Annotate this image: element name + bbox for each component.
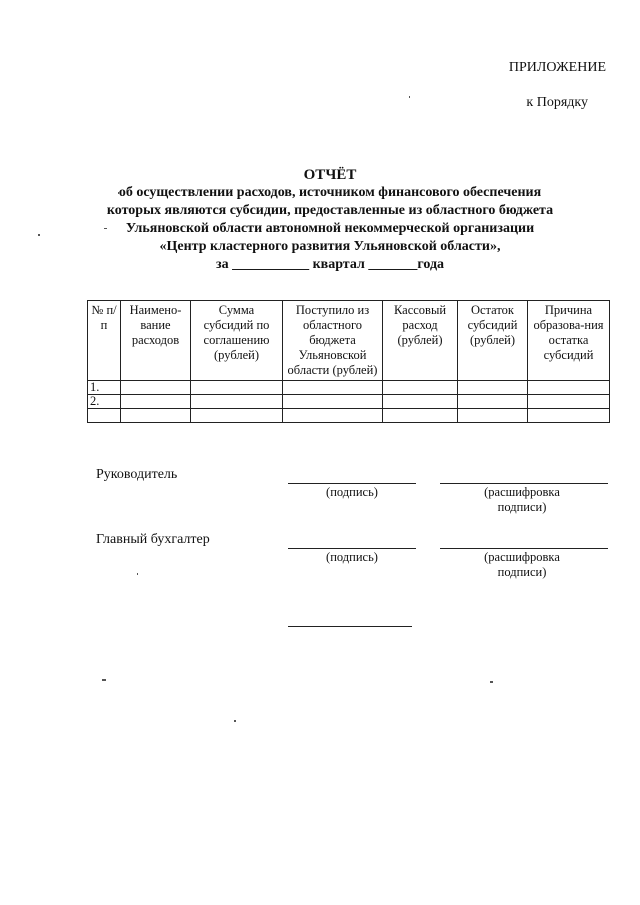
scan-speck <box>234 720 236 722</box>
table-row <box>88 381 610 395</box>
chief-accountant-label: Главный бухгалтер <box>96 532 210 547</box>
head-decode-caption-1: (расшифровка <box>484 485 560 499</box>
table-cell <box>283 395 383 409</box>
table-cell <box>283 381 383 395</box>
table-cell <box>458 409 528 423</box>
head-decode-line <box>440 483 608 484</box>
column-header-expense-name: Наимено-вание расходов <box>121 301 191 381</box>
report-period-line: за ___________ квартал _______года <box>215 257 445 272</box>
head-decode-caption-2: подписи) <box>497 500 547 514</box>
accountant-decode-caption-2: подписи) <box>497 565 547 579</box>
scan-speck <box>104 228 107 229</box>
report-title: ОТЧЁТ <box>303 167 357 183</box>
report-subtitle-line-3: Ульяновской области автономной некоммерческой организации <box>125 221 535 236</box>
table-cell <box>88 409 121 423</box>
table-cell <box>283 409 383 423</box>
table-cell <box>191 381 283 395</box>
accountant-signature-line <box>288 548 416 549</box>
column-header-number: № п/п <box>88 301 121 381</box>
accountant-decode-line <box>440 548 608 549</box>
accountant-sign-caption: (подпись) <box>326 550 378 564</box>
scan-speck <box>490 681 493 683</box>
appendix-label: ПРИЛОЖЕНИЕ <box>508 60 606 75</box>
table-cell <box>458 395 528 409</box>
table-cell <box>528 409 610 423</box>
table-cell <box>121 409 191 423</box>
scan-speck <box>118 192 119 194</box>
table-cell: 1. <box>88 381 121 395</box>
column-header-cash-expense: Кассовый расход (рублей) <box>383 301 458 381</box>
table-cell <box>383 395 458 409</box>
table-row <box>88 395 610 409</box>
table-cell <box>383 381 458 395</box>
column-header-agreement-sum: Сумма субсидий по соглашению (рублей) <box>191 301 283 381</box>
table-cell <box>528 395 610 409</box>
report-subtitle-line-1: об осуществлении расходов, источником финансового обеспечения <box>118 185 542 200</box>
table-cell <box>191 395 283 409</box>
table-cell <box>121 395 191 409</box>
table-cell <box>383 409 458 423</box>
head-signature-line <box>288 483 416 484</box>
accountant-decode-caption-1: (расшифровка <box>484 550 560 564</box>
head-sign-caption: (подпись) <box>326 485 378 499</box>
column-header-received: Поступило из областного бюджета Ульяновской области (рублей) <box>283 301 383 381</box>
column-header-balance: Остаток субсидий (рублей) <box>458 301 528 381</box>
scan-speck <box>102 679 106 681</box>
table-row <box>88 409 610 423</box>
table-cell: 2. <box>88 395 121 409</box>
scan-speck <box>409 96 410 98</box>
scan-speck <box>137 573 138 575</box>
closing-separator-line <box>288 626 412 627</box>
table-cell <box>458 381 528 395</box>
scan-speck <box>38 234 40 236</box>
table-cell <box>191 409 283 423</box>
report-subtitle-line-2: которых являются субсидии, предоставленные из областного бюджета <box>106 203 554 218</box>
order-reference: к Порядку <box>526 95 588 110</box>
table-cell <box>528 381 610 395</box>
head-label: Руководитель <box>96 467 178 482</box>
table-header-row <box>88 301 610 381</box>
report-subtitle-line-4: «Центр кластерного развития Ульяновской области», <box>159 239 501 254</box>
column-header-balance-reason: Причина образова-ния остатка субсидий <box>528 301 610 381</box>
table-cell <box>121 381 191 395</box>
report-table <box>87 300 610 423</box>
